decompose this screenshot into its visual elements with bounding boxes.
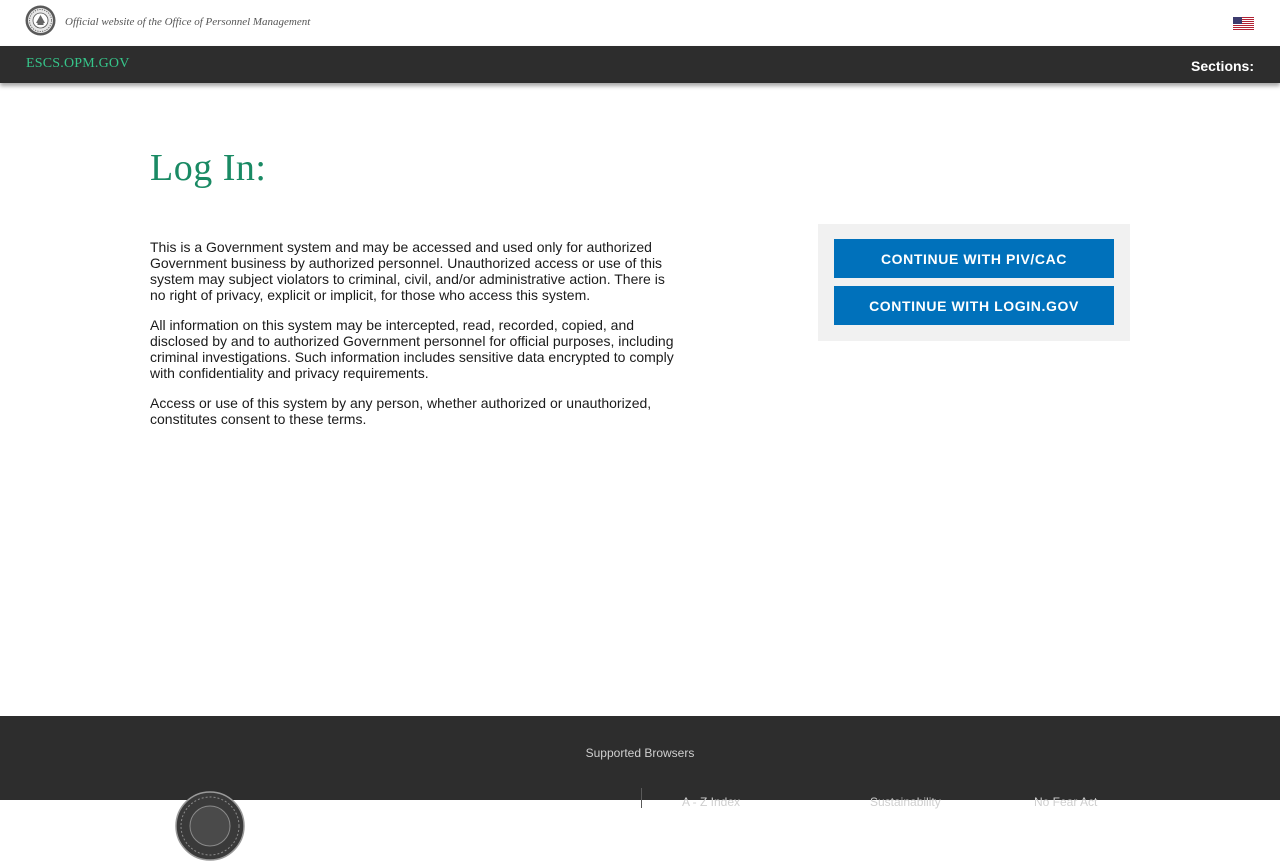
notice-paragraph: All information on this system may be intercepted, read, recorded, copied, and disclosed by and to authorized Government personnel for official purposes, including criminal investigations. Such information includes sensitive data encrypted to comply with confidentiality and privacy requirements. — [150, 317, 674, 381]
site-home-link[interactable]: ESCS.OPM.GOV — [26, 56, 130, 71]
site-nav-bar — [0, 46, 1280, 83]
official-website-text: Official website of the Office of Personnel Management — [65, 16, 311, 28]
supported-browsers-link[interactable]: Supported Browsers — [585, 746, 695, 760]
notice-paragraph: Access or use of this system by any person, whether authorized or unauthorized, constitutes consent to these terms. — [150, 395, 652, 427]
notice-paragraph: This is a Government system and may be accessed and used only for authorized Government business by authorized personnel. Unauthorized access or use of this system may subject violators to criminal, civil, and/or administrative action. There is no right of privacy, explicit or implicit, for those who access this system. — [150, 239, 665, 303]
login-options-panel — [818, 224, 1130, 341]
opm-seal-icon — [25, 5, 56, 36]
footer-divider — [641, 788, 642, 808]
site-footer — [0, 716, 1280, 809]
continue-with-piv-cac-button[interactable]: CONTINUE WITH PIV/CAC — [834, 239, 1114, 278]
sections-menu-toggle[interactable]: Sections: — [1190, 58, 1254, 74]
footer-link-a-z-index[interactable]: A - Z Index — [682, 795, 741, 809]
system-use-notice — [150, 239, 680, 441]
us-flag-icon — [1233, 17, 1254, 30]
footer-link-sustainability[interactable]: Sustainability — [870, 795, 941, 809]
continue-with-login-gov-button[interactable]: CONTINUE WITH LOGIN.GOV — [834, 286, 1114, 325]
official-banner — [0, 0, 1280, 46]
footer-link-no-fear-act[interactable]: No Fear Act — [1034, 795, 1098, 809]
supported-browsers-row — [0, 746, 1280, 760]
page-title: Log In: — [150, 147, 267, 189]
opm-footer-seal-icon — [175, 791, 245, 861]
